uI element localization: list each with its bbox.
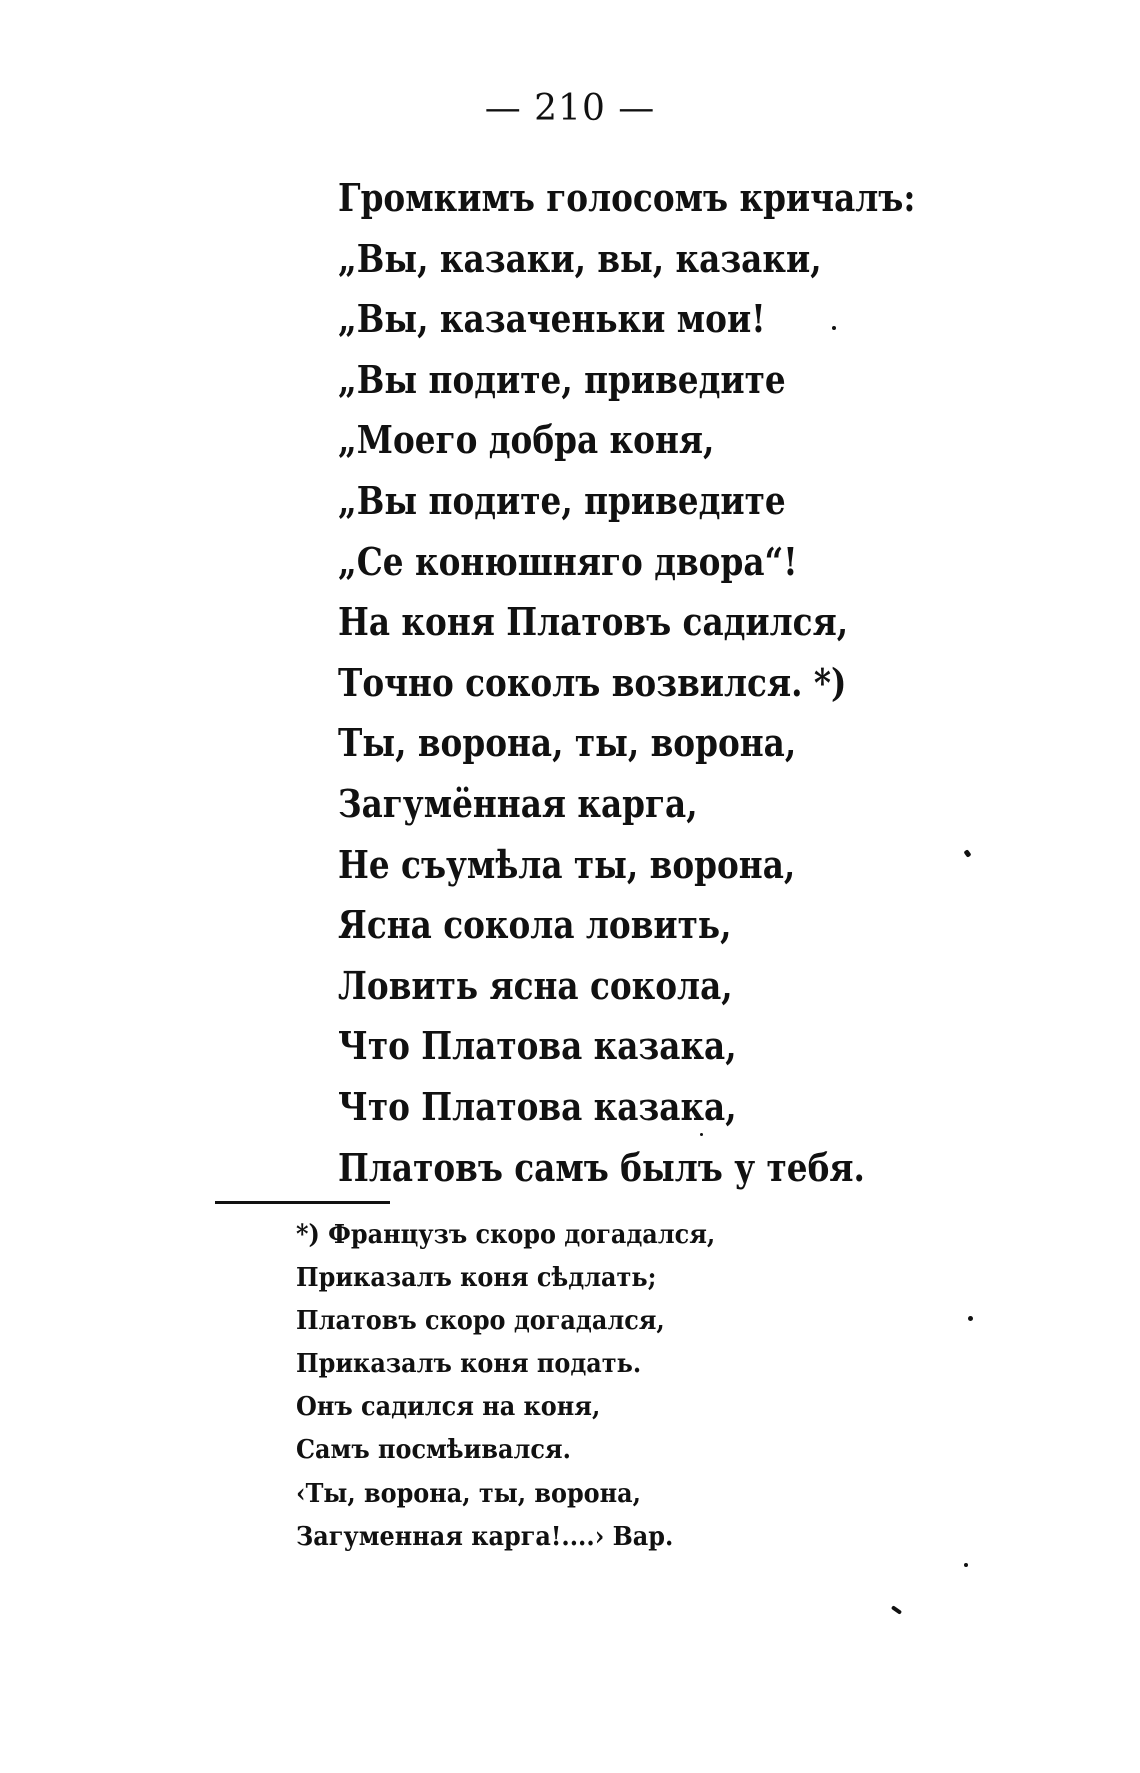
- poem-line: „Вы подите, приведите: [338, 356, 786, 402]
- poem-line: На коня Платовъ садился,: [338, 599, 849, 645]
- footnote-line: *) Французъ скоро догадался,: [296, 1220, 716, 1250]
- poem-line: Громкимъ голосомъ кричалъ:: [338, 175, 916, 220]
- scan-speck: [700, 1133, 703, 1136]
- poem-line: Ясна сокола ловить,: [338, 902, 732, 948]
- footnote-divider: [215, 1201, 390, 1204]
- poem-line: Загумённая карга,: [338, 780, 698, 826]
- poem-line: „Се конюшняго двора“!: [338, 538, 798, 584]
- poem-line: Ты, ворона, ты, ворона,: [338, 720, 797, 766]
- footnote: [296, 1214, 752, 1559]
- footnote-line: Загуменная карга!....› Вар.: [296, 1521, 674, 1552]
- scan-speck: [964, 1563, 968, 1567]
- footnote-line: Самъ посмѣивался.: [296, 1435, 571, 1466]
- footnote-line: Приказалъ коня подать.: [296, 1349, 642, 1380]
- poem-line: Что Платова казака,: [338, 1083, 737, 1129]
- poem-line: Не съумѣла ты, ворона,: [338, 841, 796, 887]
- page-number: — 210 —: [484, 88, 656, 129]
- poem-line: „Вы, казаченьки мои!: [338, 296, 766, 342]
- scan-speck: [832, 326, 836, 330]
- footnote-line: Онъ садился на коня,: [296, 1392, 601, 1423]
- poem-line: Ловить ясна сокола,: [338, 962, 733, 1008]
- poem-line: „Вы, казаки, вы, казаки,: [338, 235, 822, 281]
- footnote-line: Приказалъ коня сѣдлать;: [296, 1263, 657, 1294]
- poem-body: [338, 168, 1009, 1198]
- footnote-line: Платовъ скоро догадался,: [296, 1306, 665, 1337]
- poem-line: Точно соколъ возвился. *): [338, 659, 847, 705]
- poem-line: Платовъ самъ былъ у тебя.: [338, 1144, 865, 1190]
- poem-line: Что Платова казака,: [338, 1023, 737, 1069]
- poem-line: „Моего добра коня,: [338, 417, 715, 463]
- scan-speck: [968, 1316, 973, 1321]
- poem-line: „Вы подите, приведите: [338, 477, 786, 523]
- scan-speck: [891, 1605, 902, 1615]
- footnote-line: ‹Ты, ворона, ты, ворона,: [296, 1478, 641, 1509]
